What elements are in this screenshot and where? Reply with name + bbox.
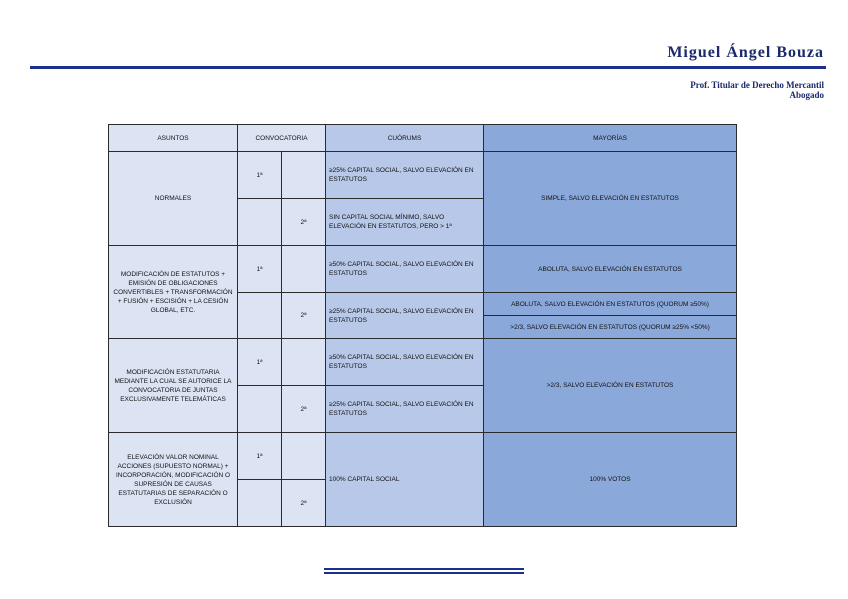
- header-rule: [30, 66, 826, 69]
- table-row: [109, 152, 737, 199]
- empty-cell: [238, 480, 282, 527]
- mayoria-cell: ABOLUTA, SALVO ELEVACIÓN EN ESTATUTOS: [484, 246, 737, 293]
- mayoria-cell: >2/3, SALVO ELEVACIÓN EN ESTATUTOS (QUORUM ≥25% <50%): [484, 316, 737, 339]
- mayoria-cell: SIMPLE, SALVO ELEVACIÓN EN ESTATUTOS: [484, 152, 737, 246]
- mayoria-cell: >2/3, SALVO ELEVACIÓN EN ESTATUTOS: [484, 339, 737, 433]
- header-mayorias: MAYORÍAS: [484, 125, 737, 152]
- asunto-cell: NORMALES: [109, 152, 238, 246]
- convocatoria-first: 1ª: [238, 246, 282, 293]
- header-quorums: CUÓRUMS: [326, 125, 484, 152]
- convocatoria-second: 2ª: [282, 386, 326, 433]
- quorum-cell: ≥50% CAPITAL SOCIAL, SALVO ELEVACIÓN EN ESTATUTOS: [326, 339, 484, 386]
- table-row: [109, 246, 737, 293]
- quorum-cell: ≥25% CAPITAL SOCIAL, SALVO ELEVACIÓN EN ESTATUTOS: [326, 152, 484, 199]
- empty-cell: [282, 433, 326, 480]
- quorum-cell: ≥25% CAPITAL SOCIAL, SALVO ELEVACIÓN EN ESTATUTOS: [326, 386, 484, 433]
- empty-cell: [238, 386, 282, 433]
- header-convocatoria: CONVOCATORIA: [238, 125, 326, 152]
- author-subtitle: [690, 80, 824, 100]
- mayoria-cell: 100% VOTOS: [484, 433, 737, 527]
- asunto-cell: MODIFICACIÓN ESTATUTARIA MEDIANTE LA CUAL SE AUTORICE LA CONVOCATORIA DE JUNTAS EXCLUSIVAMENTE TELEMÁTICAS: [109, 339, 238, 433]
- convocatoria-first: 1ª: [238, 433, 282, 480]
- empty-cell: [238, 293, 282, 339]
- empty-cell: [282, 152, 326, 199]
- convocatoria-first: 1ª: [238, 152, 282, 199]
- convocatoria-second: 2ª: [282, 480, 326, 527]
- footer-rule: [324, 572, 524, 574]
- table-row: [109, 433, 737, 480]
- subtitle-title: Prof. Titular de Derecho Mercantil: [690, 80, 824, 90]
- quorum-cell: SIN CAPITAL SOCIAL MÍNIMO, SALVO ELEVACIÓN EN ESTATUTOS, PERO > 1ª: [326, 199, 484, 246]
- empty-cell: [238, 199, 282, 246]
- quorum-cell: ≥25% CAPITAL SOCIAL, SALVO ELEVACIÓN EN ESTATUTOS: [326, 293, 484, 339]
- convocatoria-second: 2ª: [282, 293, 326, 339]
- header-asuntos: ASUNTOS: [109, 125, 238, 152]
- quorum-majority-table: [108, 124, 737, 527]
- asunto-cell: MODIFICACIÓN DE ESTATUTOS + EMISIÓN DE OBLIGACIONES CONVERTIBLES + TRANSFORMACIÓN + FUSIÓN + ESCISIÓN + LA CESIÓN GLOBAL, ETC.: [109, 246, 238, 339]
- footer-rule: [324, 568, 524, 570]
- asunto-cell: ELEVACIÓN VALOR NOMINAL ACCIONES (SUPUESTO NORMAL) + INCORPORACIÓN, MODIFICACIÓN O SUPRESIÓN DE CAUSAS ESTATUTARIAS DE SEPARACIÓN O EXCLUSIÓN: [109, 433, 238, 527]
- author-name: Miguel Ángel Bouza: [667, 44, 824, 61]
- empty-cell: [282, 246, 326, 293]
- mayoria-cell: ABOLUTA, SALVO ELEVACIÓN EN ESTATUTOS (QUORUM ≥50%): [484, 293, 737, 316]
- quorum-cell: ≥50% CAPITAL SOCIAL, SALVO ELEVACIÓN EN ESTATUTOS: [326, 246, 484, 293]
- table-header-row: [109, 125, 737, 152]
- subtitle-role: Abogado: [789, 90, 824, 100]
- table-row: [109, 339, 737, 386]
- empty-cell: [282, 339, 326, 386]
- convocatoria-second: 2ª: [282, 199, 326, 246]
- convocatoria-first: 1ª: [238, 339, 282, 386]
- quorum-cell: 100% CAPITAL SOCIAL: [326, 433, 484, 527]
